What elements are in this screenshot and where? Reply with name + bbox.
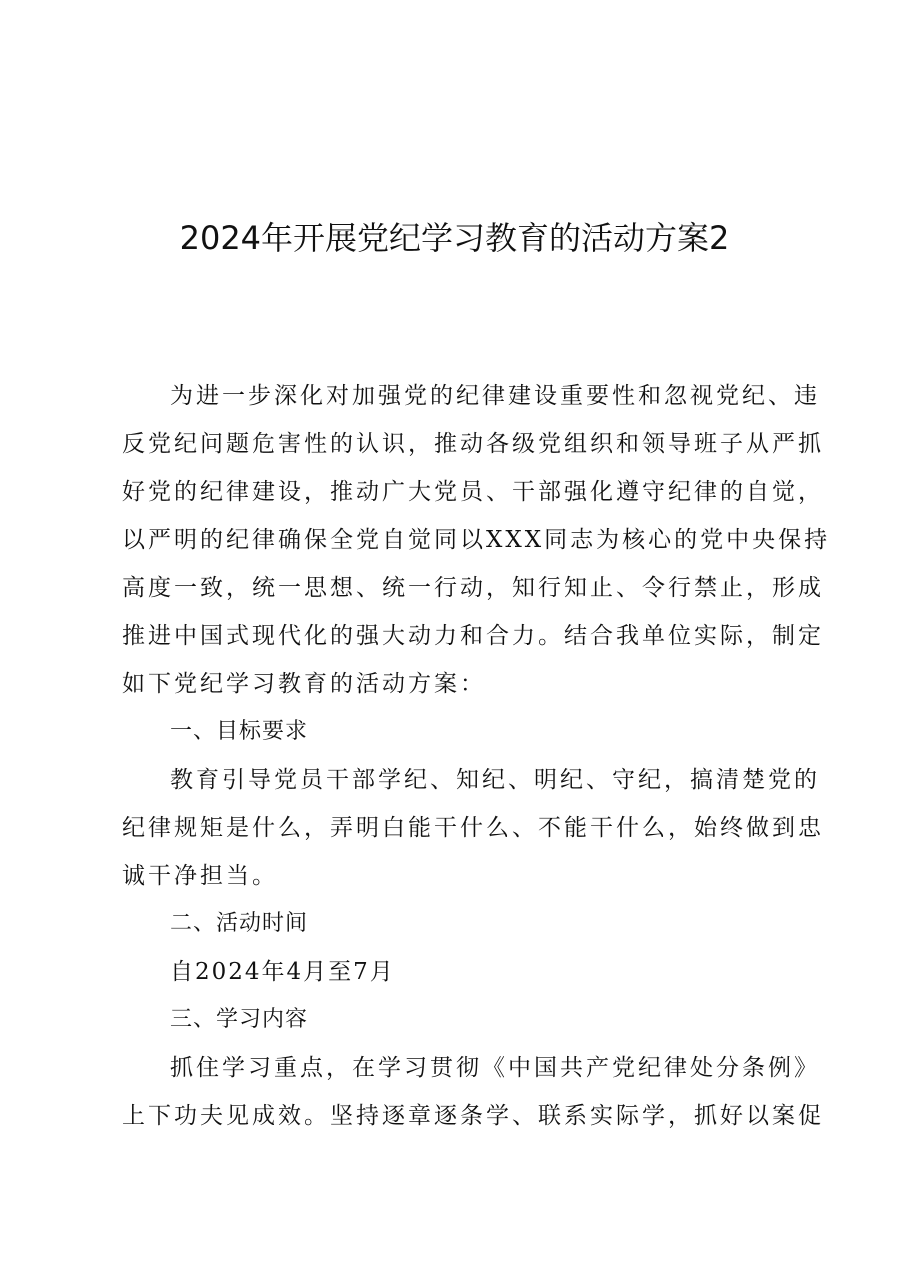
section-heading-goals: 一、目标要求 [170,719,309,744]
section-heading-content: 三、学习内容 [170,1007,309,1032]
intro-line-4: 以严明的纪律确保全党自觉同以XXX同志为核心的党中央保持 [122,527,831,553]
time-paragraph [122,948,794,996]
content-line-2: 上下功夫见成效。坚持逐章逐条学、联系实际学，抓好以案促 [122,1103,824,1129]
content-paragraph [122,1044,824,1140]
goals-line-2: 纪律规矩是什么，弄明白能干什么、不能干什么，始终做到忠 [122,815,824,841]
document-body [122,372,831,1140]
intro-line-6: 推进中国式现代化的强大动力和合力。结合我单位实际，制定 [122,623,824,649]
intro-line-5: 高度一致，统一思想、统一行动，知行知止、令行禁止，形成 [122,575,824,601]
goals-paragraph [122,756,824,900]
intro-paragraph [122,372,831,708]
document-title: 2024年开展党纪学习教育的活动方案2 [179,219,730,257]
intro-line-7: 如下党纪学习教育的活动方案： [122,671,486,697]
intro-line-1: 为进一步深化对加强党的纪律建设重要性和忽视党纪、违 [170,383,820,409]
content-line-1: 抓住学习重点，在学习贯彻《中国共产党纪律处分条例》 [170,1055,820,1081]
time-line-1: 自2024年4月至7月 [170,959,395,985]
intro-line-3: 好党的纪律建设，推动广大党员、干部强化遵守纪律的自觉， [122,479,824,505]
goals-line-1: 教育引导党员干部学纪、知纪、明纪、守纪，搞清楚党的 [170,767,820,793]
goals-line-3: 诚干净担当。 [122,863,278,889]
intro-line-2: 反党纪问题危害性的认识，推动各级党组织和领导班子从严抓 [122,431,824,457]
section-heading-time: 二、活动时间 [170,911,309,936]
